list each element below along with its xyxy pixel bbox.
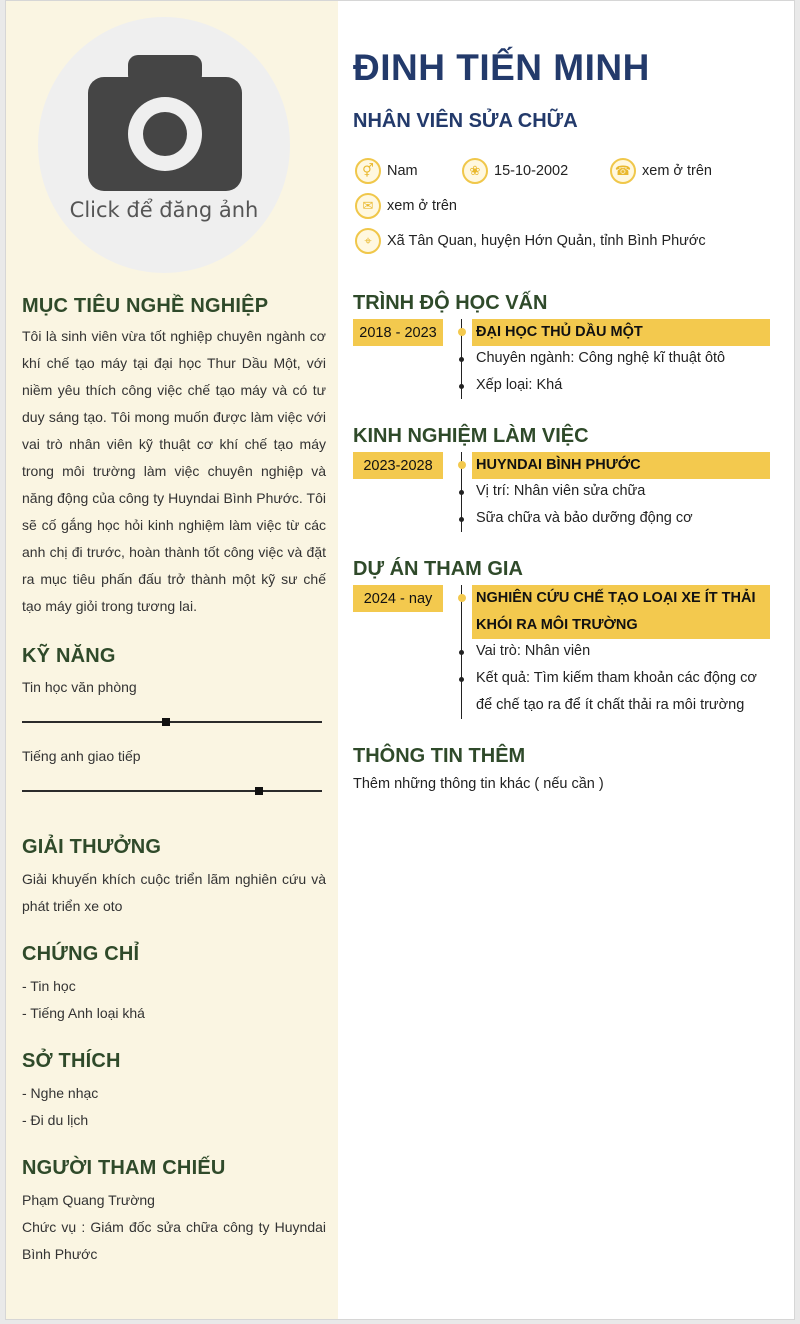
projects-date: 2024 - nay [353, 585, 443, 612]
list-item: - Đi du lịch [22, 1112, 89, 1128]
reference-position: Chức vụ : Giám đốc sửa chữa công ty Huyndai Bình Phước [22, 1219, 326, 1262]
resume-page [5, 0, 795, 1320]
skill-name: Tiếng anh giao tiếp [22, 748, 141, 764]
gender-icon: ⚥ [355, 158, 381, 184]
experience-org: HUYNDAI BÌNH PHƯỚC [472, 452, 770, 479]
birthday-value: 15-10-2002 [494, 163, 569, 179]
candidate-name: ĐINH TIẾN MINH [353, 47, 650, 88]
experience-detail: Sữa chữa và bảo dưỡng động cơ [476, 510, 693, 526]
reference-person: Phạm Quang Trường [22, 1192, 155, 1208]
info-gender [355, 158, 418, 184]
timeline-dot [458, 328, 466, 336]
projects-detail: Vai trò: Nhân viên [476, 643, 591, 659]
certificates-list [22, 973, 326, 1027]
list-item: - Tiếng Anh loại khá [22, 1005, 145, 1021]
job-title: NHÂN VIÊN SỬA CHỮA [353, 110, 578, 132]
references-text [22, 1187, 326, 1268]
map-pin-icon: ⌖ [355, 228, 381, 254]
bullet-dot [459, 517, 464, 522]
info-phone [610, 158, 712, 184]
bullet-dot [459, 490, 464, 495]
bullet-dot [459, 357, 464, 362]
hobbies-title: SỞ THÍCH [22, 1050, 121, 1072]
list-item: - Nghe nhạc [22, 1085, 99, 1101]
info-birthday [462, 158, 568, 184]
sidebar [6, 1, 338, 1319]
education-title: TRÌNH ĐỘ HỌC VẤN [353, 292, 548, 314]
camera-icon [88, 55, 242, 191]
photo-upload-label: Click để đăng ảnh [69, 198, 259, 222]
phone-icon: ☎ [610, 158, 636, 184]
experience-date: 2023-2028 [353, 452, 443, 479]
bullet-dot [459, 677, 464, 682]
bullet-dot [459, 650, 464, 655]
birthday-cake-icon: ❀ [462, 158, 488, 184]
education-org: ĐẠI HỌC THỦ DẦU MỘT [472, 319, 770, 346]
hobbies-list [22, 1080, 326, 1134]
education-detail: Xếp loại: Khá [476, 377, 563, 393]
address-value: Xã Tân Quan, huyện Hớn Quản, tỉnh Bình Phước [387, 233, 706, 249]
education-detail: Chuyên ngành: Công nghệ kĩ thuật ôtô [476, 350, 726, 366]
list-item: - Tin học [22, 978, 76, 994]
projects-title: DỰ ÁN THAM GIA [353, 558, 523, 580]
experience-title: KINH NGHIỆM LÀM VIỆC [353, 425, 589, 447]
timeline-dot [458, 594, 466, 602]
projects-detail: Kết quả: Tìm kiếm tham khoản các động cơ để chế tạo ra để ít chất thải ra môi trường [476, 670, 757, 713]
skill-level-knob [162, 718, 170, 726]
timeline-dot [458, 461, 466, 469]
objective-text: Tôi là sinh viên vừa tốt nghiệp chuyên ngành cơ khí chế tạo máy tại đại học Thur Dầu Một, với niềm yêu thích công việc chế tạo máy và có tư duy sáng tạo. Tôi mong muốn được làm việc với vai trò nhân viên kỹ thuật cơ khí chế tạo máy trong môi trường làm việc chuyên nghiệp và năng động của công ty Huyndai Bình Phước. Tôi sẽ cố gắng học hỏi kinh nghiệm làm việc từ các anh chị đi trước, hoàn thành tốt công việc và đặt ra mục tiêu phấn đấu trở thành một kỹ sư chế tạo máy giỏi trong tương lai. [22, 328, 326, 614]
projects-org: NGHIÊN CỨU CHẾ TẠO LOẠI XE ÍT THẢI KHÓI RA MÔI TRƯỜNG [472, 585, 770, 639]
objective-title: MỤC TIÊU NGHỀ NGHIỆP [22, 295, 269, 317]
email-icon: ✉ [355, 193, 381, 219]
phone-value: xem ở trên [642, 163, 712, 179]
certificates-title: CHỨNG CHỈ [22, 943, 140, 965]
info-address [355, 228, 706, 254]
skill-level-bar [22, 721, 322, 723]
awards-title: GIẢI THƯỞNG [22, 836, 162, 858]
additional-title: THÔNG TIN THÊM [353, 745, 526, 767]
skill-level-bar [22, 790, 322, 792]
gender-value: Nam [387, 163, 418, 179]
education-date: 2018 - 2023 [353, 319, 443, 346]
additional-text: Thêm những thông tin khác ( nếu cần ) [353, 776, 604, 792]
skill-name: Tin học văn phòng [22, 679, 137, 695]
info-email [355, 193, 457, 219]
photo-upload[interactable] [38, 17, 290, 273]
bullet-dot [459, 384, 464, 389]
email-value: xem ở trên [387, 198, 457, 214]
skills-title: KỸ NĂNG [22, 645, 116, 667]
skill-level-knob [255, 787, 263, 795]
references-title: NGƯỜI THAM CHIẾU [22, 1157, 226, 1179]
awards-text: Giải khuyến khích cuộc triển lãm nghiên cứu và phát triển xe oto [22, 871, 326, 914]
experience-detail: Vị trí: Nhân viên sửa chữa [476, 483, 646, 499]
